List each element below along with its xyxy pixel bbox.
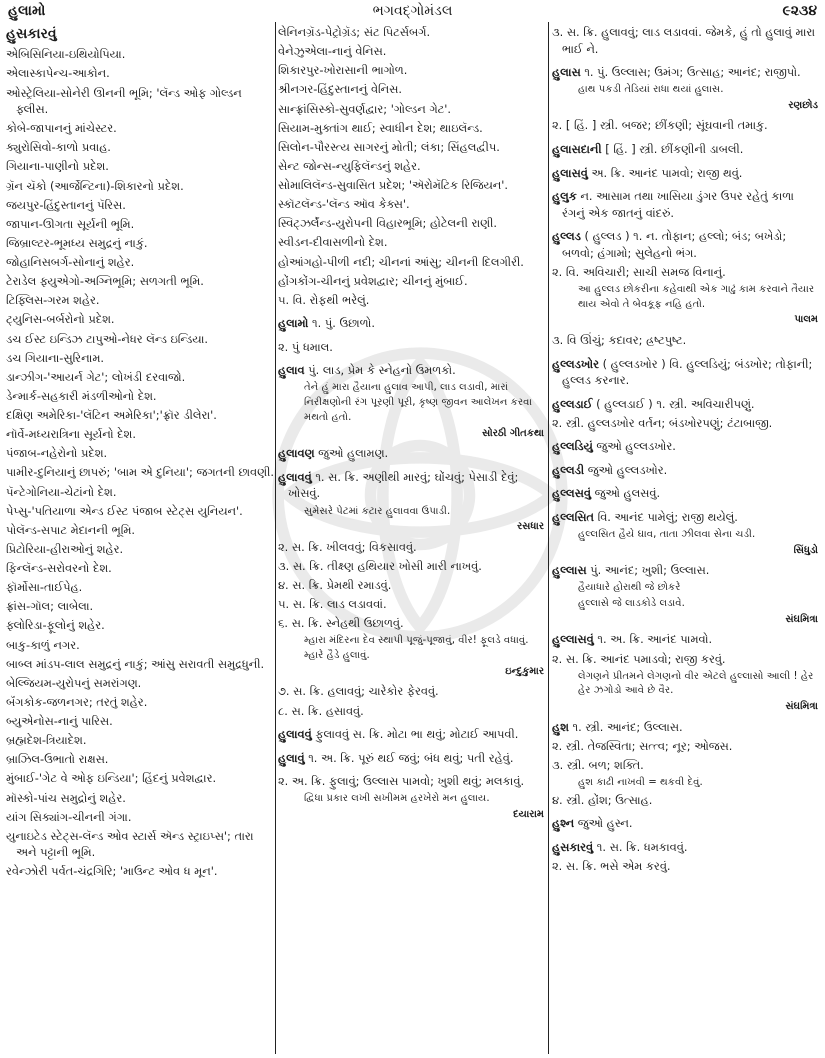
dictionary-column-3 [552, 24, 820, 1058]
headword: હુલાવું [278, 750, 305, 765]
dictionary-entry: ૨. સ. ક્રિ. આનંદ પમાડવો; રાજી કરવું. [552, 651, 726, 666]
dictionary-entry: બૅંગકોક-જળનગર; તરતું શહેર. [6, 694, 148, 709]
dictionary-entry: પેપ્સુ-'પતિયાળા એન્ડ ઈસ્ટ પંજાબ સ્ટેટ્સ યુનિયન'. [6, 503, 243, 518]
usage-quote: દ્વિધા પ્રકાર લખી સખીમમ હરખેરો મન હુલાય. [304, 793, 490, 805]
dictionary-entry: ૫. સ. ક્રિ. લાડ લડાવવાં. [278, 597, 387, 612]
dictionary-entry: ૭. સ. ક્રિ. હલાવવું; ચારેકોર ફેરવવું. [278, 684, 439, 699]
dictionary-entry: નૉર્વે-મધ્યરાત્રિના સૂર્યનો દેશ. [6, 427, 136, 442]
dictionary-entry: બ્રાઝિલ-ઉભાતો રાક્ષસ. [6, 752, 109, 767]
dictionary-entry: ૨. સ. ક્રિ. ખીલવવું; વિકસાવવું. [278, 539, 417, 554]
dictionary-entry: ફ્લોરિડા-ફૂલોનું શહેર. [6, 618, 105, 633]
usage-quote: લેગણને પ્રીતમને લેગણનો વીર એટલે હુલ્લાસો આલી ! હેર હેર ઝગોડો આવે છે વૈર. [578, 670, 814, 697]
dictionary-entry: હુલ્લડિયું જુઓ હુલ્લડખોર. [552, 439, 676, 454]
dictionary-entry: ૨. પું ધમાલ. [278, 339, 333, 354]
headword: હુલાવ [278, 363, 305, 378]
dictionary-entry: હુલ્લસિત વિ. આનંદ પામેલું; રાજી થયેલું. [552, 509, 738, 524]
dictionary-entry: ૩. સ. ક્રિ. હુલાવવું; લાડ લડાવવાં. જેમકે, હું તો હુલાવું મારા ભાઈ ને. [552, 25, 816, 56]
dictionary-entry: હુલાસ ૧. પું. ઉલ્લાસ; ઉમંગ; ઉત્સાહ; આનંદ; રાજીપો. [552, 65, 801, 80]
quote-source: સંઘમિત્રા [785, 701, 818, 713]
usage-quote: તેને હું મારા હૈયાના હુલાવ આપી, લાડ લડાવી, મારાં નિરીક્ષણોની રંગ પૂરણી પૂરી, કૃષ્ણ જીવન આલેખન કરવા મથતો હતો. [304, 382, 532, 424]
quote-source: ઇન્દુકુમાર [505, 665, 544, 677]
dictionary-column-2 [278, 24, 546, 1058]
dictionary-entry: હુલ્લાસવું ૧. અ. ક્રિ. આનંદ પામવો. [552, 632, 713, 647]
dictionary-entry: ૬. સ. ક્રિ. સ્નેહથી ઉછાળવું. [278, 616, 404, 631]
dictionary-entry: બાબ્લ માંડપ-લાલ સમુદ્રનું નાકું; આંસુ સરાવતી સમુદ્રધુની. [6, 656, 265, 671]
dictionary-entry: ટેરાડેલ ફ્યુએગો-અગ્નિભૂમિ; સળગતી ભૂમિ. [6, 274, 204, 289]
quote-source: રણછોડ [788, 99, 818, 111]
dictionary-entry: રવેન્ઝોરી પર્વત-ચંદ્રગિરિ; 'માઉન્ટ ઓવ ધ મૂન'. [6, 864, 218, 879]
headword: હુલ્લડ [552, 229, 581, 244]
dictionary-entry: સોમાલિલૅન્ડ-સુવાસિત પ્રદેશ; 'ઍરોમૅટિક રિજિયન'. [278, 178, 509, 192]
dictionary-entry: હુશ્ન જુઓ હુસ્ન. [552, 816, 633, 831]
dictionary-entry: હુલામો ૧. પું. ઉછાળો. [278, 316, 376, 331]
dictionary-entry: ૨. અ. ક્રિ. ફુલાવું; ઉલ્લાસ પામવો; ખુશી થવું; મલકાવું. [278, 774, 525, 789]
dictionary-entry: ફૉર્મોસા-તાઈપેહ. [6, 580, 83, 595]
dictionary-entry: ૩. સ્ત્રી. બળ; શક્તિ. [552, 757, 644, 772]
usage-quote: આ હુલ્લડ છોકરીના કહેવાથી એક ગાઢું કામ કરવાને તૈયાર થાય એવો તે બેવકૂફ નહિ હતો. [578, 283, 815, 310]
dictionary-entry: હુલ્લડ ( હુલ્લડ ) ૧. ન. તોફાન; હલ્લો; બંડ; બખેડો; બળવો; હંગામો; સુલેહનો ભંગ. [552, 229, 787, 260]
dictionary-entry: ગિયાના-પાણીનો પ્રદેશ. [6, 159, 109, 174]
usage-quote: મ્હારા મંદિરના દેવ સ્થાપી પૂજું-પૂજાવું, વીર! ફૂલડે વધાવું. મ્હારે હૈડે હુલાવું. [304, 635, 529, 662]
usage-quote: સુમેસરે પેટમાં કટાર હુલાવવા ઉપાડી. [304, 505, 451, 517]
dictionary-entry: શિકારપુર-ખોરાસાની ભાગોળ. [278, 63, 408, 78]
headword: હુલામો [278, 316, 309, 331]
dictionary-entry: પંજાબ-નહેરોનો પ્રદેશ. [6, 446, 108, 461]
headword: હુલાસવું [552, 165, 588, 180]
dictionary-entry: હુલાસદાની [ હિં. ] સ્ત્રી. છીંકણીની ડાબલી. [552, 142, 744, 156]
dictionary-entry: ૨. સ્ત્રી. તેજસ્વિતા; સત્ત્વ; નૂર; ઓજસ. [552, 738, 733, 753]
dictionary-entry: હુલ્લડાઈ ( હુલ્લડાઈ ) ૧. સ્ત્રી. અવિચારીપણું. [552, 396, 755, 411]
dictionary-entry: એબિસિનિયા-ઇથિયોપિયા. [6, 47, 126, 62]
dictionary-entry: પૅન્ટેગોનિયા-ચેટાંનો દેશ. [6, 484, 117, 499]
headword: હુલ્લડાઈ [552, 396, 593, 411]
dictionary-entry: હુસકારવું ૧. સ. ક્રિ. ધમકાવવું. [552, 839, 688, 854]
dictionary-entry: હુલ્લાસ પું. આનંદ; ખુશી; ઉલ્લાસ. [552, 563, 710, 578]
dictionary-entry: મૉસ્કો-પાંચ સમુદ્રોનું શહેર. [6, 790, 126, 805]
dictionary-entry: પ્રિટોરિયા-હીરાઓનું શહેર. [6, 541, 124, 556]
dictionary-entry: ટિફ્લિસ-ગરમ શહેર. [6, 293, 100, 308]
dictionary-entry: ૨. વિ. અવિચારી; સાચી સમજ વિનાનું. [552, 264, 726, 279]
dictionary-entry: વેનેઝુએલા-નાનું વેનિસ. [278, 44, 387, 59]
dictionary-entry: હુલાવું ૧. અ. ક્રિ. પૂરું થઈ જવું; બંધ થવું; પતી રહેવું. [278, 750, 514, 765]
headword: હુલાવણ [278, 446, 315, 461]
dictionary-entry: હુલાવણ જુઓ હુલામણ. [278, 446, 389, 461]
dictionary-entry: જિબ્રાલ્ટર-ભૂમધ્ય સમુદ્રનું નાકું. [6, 235, 148, 250]
headword: હુલાસ [552, 65, 581, 80]
dictionary-entry: ૨. સ્ત્રી. હુલ્લડખોર વર્તન; બંડખોરપણું; ટંટાબાજી. [552, 415, 773, 430]
dictionary-column-1 [6, 24, 274, 1058]
dictionary-entry: સેન્ટ જોન્સ-ન્યુફિલૅન્ડનું શહેર. [278, 158, 421, 173]
headword: હુશ [552, 719, 569, 734]
dictionary-entry: હોંગકોંગ-ચીનનું પ્રવેશદ્વાર; ચીનનું મુંબાઈ. [278, 273, 468, 288]
dictionary-entry: એલાસ્કાપેન્ચ-આકોન. [6, 66, 110, 81]
dictionary-entry: ૪. સ. ક્રિ. પ્રેમથી રમાડવું. [278, 578, 392, 593]
dictionary-entry: હુલ્લસવું જુઓ હુલસવું. [552, 486, 661, 501]
headword: હુલુક [552, 189, 577, 204]
headword: હુસકારવું [552, 839, 594, 854]
dictionary-entry: સાન્ફ્રાંસિસ્કો-સુવર્ણદ્વાર; 'ગોલ્ડન ગેટ'. [278, 101, 452, 116]
dictionary-entry: યુનાઇટેડ સ્ટેટ્સ-લૅન્ડ ઓવ સ્ટાર્સ ઍન્ડ સ્ટ્રાઇપ્સ'; તારા અને પટ્ટાની ભૂમિ. [6, 828, 254, 860]
dictionary-entry: ઓસ્ટ્રેલિયા-સોનેરી ઊનની ભૂમિ; 'લૅન્ડ ઓફ ગોલ્ડન ફ્લીસ. [6, 85, 242, 117]
dictionary-entry: ૩. સ. ક્રિ. તીક્ષ્ણ હથિયાર ખોસી મારી નાખવું. [278, 558, 482, 573]
quote-source: પાલમ [794, 314, 818, 326]
dictionary-entry: બ્યુએનોસ-નાનું પારિસ. [6, 714, 113, 729]
dictionary-entry: હુશ ૧. સ્ત્રી. આનંદ; ઉલ્લાસ. [552, 719, 683, 734]
dictionary-entry: હુલાવવું ફુલાવવું સ. ક્રિ. મોટા ભા થવું; મોટાઈ આપવી. [278, 727, 519, 742]
quote-source: દયારામ [513, 809, 544, 821]
dictionary-entry: ડેન્માર્ક-સહકારી મંડળીઓનો દેશ. [6, 388, 157, 403]
dictionary-entry: ડચ ગિયાના-સુરિનામ. [6, 350, 105, 365]
dictionary-entry: હુલાસવું અ. ક્રિ. આનંદ પામવો; રાજી થવું. [552, 165, 743, 180]
dictionary-entry: ૩. વિ ઊંચું; કદાવર; હ્રષ્ટપુષ્ટ. [552, 332, 687, 347]
dictionary-entry: જોહાનિસબર્ગ-સોનાનું શહેર. [6, 255, 135, 270]
page-header [6, 3, 819, 23]
headword: હુલ્લડી [552, 462, 585, 477]
section-heading: હુસકારવું [6, 26, 57, 42]
dictionary-entry: હુલુક ન. આસામ તથા ખાસિયા ડુંગર ઉપર રહેતું કાળા રંગનું એક જાતનું વાંદરું. [552, 189, 794, 220]
quote-source: સિંધુડો [793, 544, 818, 556]
dictionary-entry: ગ્રૅન ચૅકો (આર્જેન્ટિના)-શિકારનો પ્રદેશ. [6, 178, 184, 193]
headword: હુલાવવું [278, 727, 312, 742]
dictionary-entry: લેનિનગ્રૅડ-પેટ્રોગ્રૅડ; સંટ પિટર્સબર્ગ. [278, 25, 431, 39]
headword: હુલાસદાની [552, 142, 602, 156]
usage-quote: હાથ પકડી તેડિયાં રાધા થયાં હુલાસ. [578, 84, 724, 96]
quote-source: રસધાર [517, 521, 544, 533]
header-guide-word: હુલામો [8, 3, 46, 19]
dictionary-entry: હોઆંગહો-પીળી નદી; ચીનનાં આંસુ; ચીનની દિલગીરી. [278, 254, 524, 269]
dictionary-entry: સ્કૉટલૅન્ડ-'લૅન્ડ ઑવ કેક્સ'. [278, 197, 410, 212]
dictionary-entry: સિયામ-મુક્તાંગ થાઈ; સ્વાધીન દેશ; થાઇલૅન્ડ. [278, 120, 483, 135]
usage-quote: હુલ્લાસે જે લાડકોડે લડાવે. [578, 598, 685, 610]
dictionary-entry: પોલૅન્ડ-સપાટ મેદાનની ભૂમિ. [6, 522, 135, 537]
dictionary-entry: બાકુ-કાળું નગર. [6, 637, 80, 652]
headword: હુલ્લડિયું [552, 439, 593, 454]
dictionary-entry: સ્વિટ્ઝર્લૅન્ડ-યુરોપની વિહારભૂમિ; હોટેલની રાણી. [278, 216, 497, 231]
dictionary-entry: ડાન્ઝીગ-'આયર્ન ગેટ'; લોખંડી દરવાજો. [6, 369, 186, 384]
dictionary-entry: મુંબાઈ-'ગેટ વે ઓફ ઇન્ડિયા'; હિંદનું પ્રવેશદ્વાર. [6, 771, 217, 786]
dictionary-entry: ૨. સ. ક્રિ. ભસે એમ કરવું. [552, 859, 671, 874]
column-divider-left [275, 22, 276, 1054]
dictionary-entry: બેલ્જિયમ-યુરોપનું સમરાંગણ. [6, 675, 142, 690]
dictionary-entry: હુલ્લડખોર ( હુલ્લડખોર ) વિ. હુલ્લડિયું; બંડખોર; તોફાની; હુલ્લડ કરનાર. [552, 356, 813, 388]
header-page-number: ૯૨૩૪ [782, 3, 817, 19]
dictionary-entry: ૫. વિ. રોફથી ભરેલું. [278, 292, 370, 307]
dictionary-entry: ટ્યુનિસ-બર્બરોનો પ્રદેશ. [6, 312, 115, 327]
header-book-title: ભગવદ્ગોમંડલ [372, 3, 453, 19]
dictionary-entry: પામીર-દુનિયાનું છાપરું; 'બામ એ દુનિયા'; જગતની છાવણી. [6, 465, 274, 480]
dictionary-entry: ડચ ઈસ્ટ ઇન્ડિઝ ટાપુઓ-નેધર લૅન્ડ ઇન્ડિયા. [6, 331, 209, 346]
dictionary-entry: કોબે-જાપાનનું માંચેસ્ટર. [6, 121, 117, 136]
dictionary-entry: ૨. [ હિં. ] સ્ત્રી. બજર; છીંકણી; સૂંઘવાની તમાકુ. [552, 118, 768, 133]
dictionary-entry: ક્યુરોસિવો-કાળો પ્રવાહ. [6, 140, 111, 155]
dictionary-entry: યાંગ સિક્યાંગ-ચીનની ગંગા. [6, 809, 132, 824]
dictionary-entry: હુલ્લડી જુઓ હુલ્લડખોર. [552, 462, 668, 477]
dictionary-entry: ૪. સ્ત્રી. હોંશ; ઉત્સાહ. [552, 792, 653, 807]
dictionary-entry: ફિન્લૅન્ડ-સરોવરનો દેશ. [6, 561, 112, 576]
dictionary-entry: સિલોન-પૌરસ્ત્ય સાગરનું મોતી; લંકા; સિંહલદ્વીપ. [278, 139, 500, 154]
headword: હુલ્લડખોર [552, 356, 599, 371]
quote-source: સોરઠી ગીતકથા [482, 427, 544, 439]
headword: હુલ્લાસવું [552, 632, 594, 647]
column-divider-right [548, 22, 549, 1054]
headword: હુલાવવું [278, 469, 312, 484]
usage-quote: હુશ કાઢી નાખવી = થકવી દેવું. [578, 777, 703, 789]
headword: હુલ્લસવું [552, 486, 591, 501]
dictionary-entry: સ્વીડન-દીવાસળીનો દેશ. [278, 235, 388, 250]
usage-quote: હુલ્લસિત હૈયે ઘાવ, તાતા ઝીલવા સેના ચડી. [578, 528, 756, 540]
dictionary-entry: ફ્રાંસ-ગૉલ; લાબેલા. [6, 599, 94, 614]
dictionary-entry: જયપુર-હિંદુસ્તાનનું પૅરિસ. [6, 197, 126, 212]
dictionary-entry: હુલાવ પું. લાડ, પ્રેમ કે સ્નેહનો ઉમળકો. [278, 363, 456, 378]
dictionary-entry: હુલાવવું ૧. સ. ક્રિ. અણીથી મારવું; ઘોંચવું; પેસાડી દેવું; ખોસવું. [278, 469, 519, 501]
dictionary-entry: બ્રહ્મદેશ-ત્રિયાદેશ. [6, 733, 87, 748]
dictionary-entry: જાપાન-ઊગતા સૂર્યની ભૂમિ. [6, 216, 135, 231]
dictionary-entry: દક્ષિણ અમેરિકા-'લૅટિન અમેરિકા';'ફ્રૉર ડીલેરા'. [6, 408, 217, 423]
dictionary-entry: ૮. સ. ક્રિ. હસાવવું. [278, 703, 364, 718]
usage-quote: હૈયાધારે હોરાથી જે છોકરે [578, 582, 681, 594]
headword: હુલ્લસિત [552, 509, 594, 524]
dictionary-entry: શ્રીનગર-હિંદુસ્તાનનું વેનિસ. [278, 82, 402, 97]
quote-source: સંઘમિત્રા [785, 613, 818, 625]
headword: હુશ્ન [552, 816, 575, 831]
headword: હુલ્લાસ [552, 563, 587, 578]
